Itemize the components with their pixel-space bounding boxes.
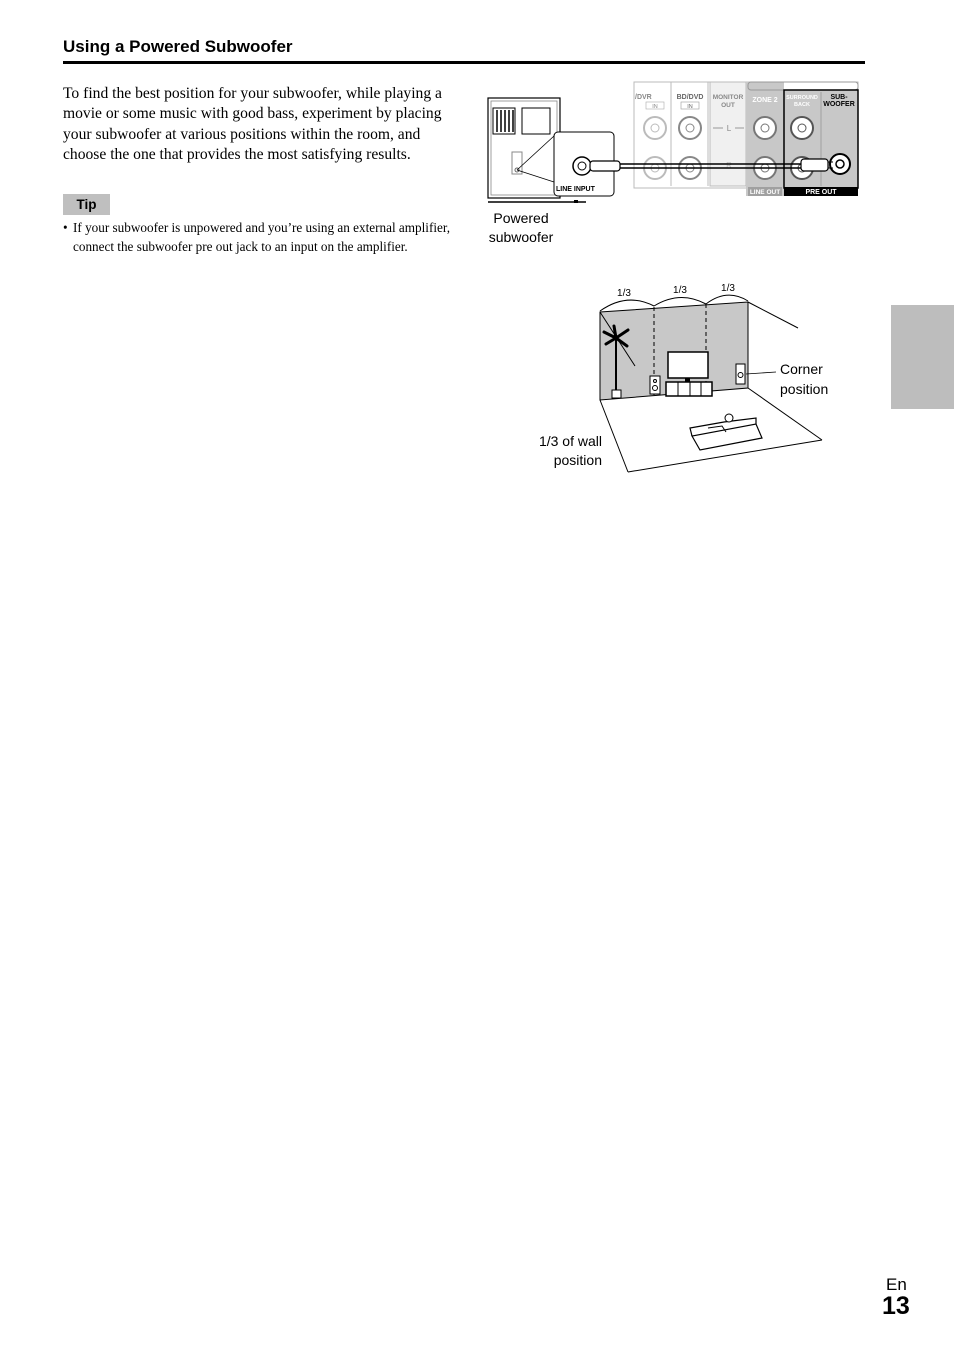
section-title: Using a Powered Subwoofer	[63, 37, 293, 56]
tv-illustration	[666, 352, 712, 396]
panel-label-line-out: LINE OUT	[749, 189, 781, 196]
panel-label-monitor: MONITOR	[712, 94, 744, 101]
panel-label-zone2: ZONE 2	[752, 97, 778, 104]
panel-label-surround-back: BACK	[794, 102, 810, 108]
rca-jack	[791, 117, 813, 139]
line-input-label: LINE INPUT	[556, 186, 595, 193]
tip-list	[63, 219, 458, 256]
rca-jack	[644, 117, 666, 139]
line-input-jack	[573, 157, 591, 175]
panel-label-in: IN	[652, 104, 658, 110]
rca-jack	[754, 117, 776, 139]
wall-position-label-line1: 1/3 of wall	[538, 433, 602, 449]
panel-label-sub: SUB-	[830, 94, 848, 101]
panel-label-woofer: WOOFER	[823, 101, 855, 108]
page-language: En	[886, 1275, 907, 1294]
rca-jack	[679, 117, 701, 139]
powered-subwoofer-illustration	[488, 98, 614, 203]
panel-label-right: R	[726, 161, 732, 170]
corner-speaker-illustration	[736, 364, 745, 384]
subwoofer-pre-out-jack	[830, 154, 850, 174]
fraction-label: 1/3	[617, 288, 631, 299]
corner-position-label-line2: position	[780, 381, 829, 397]
panel-label-surround: SURROUND	[786, 95, 818, 101]
tip-item: • If your subwoofer is unpowered and you’re using an external amplifier, connect the subwoofer pre out jack to an input on the amplifier.	[63, 219, 458, 256]
fraction-label: 1/3	[673, 285, 687, 296]
subwoofer-connection-diagram	[486, 80, 864, 250]
page-number: 13	[882, 1292, 910, 1320]
panel-label-tv-dvr: /DVR	[635, 94, 652, 101]
tip-label: Tip	[63, 194, 110, 215]
corner-position-label-line1: Corner	[780, 361, 823, 377]
sofa-illustration	[690, 414, 762, 450]
wall-position-label-line2: position	[553, 452, 602, 468]
panel-label-left: L	[726, 124, 732, 133]
fraction-label: 1/3	[721, 283, 735, 294]
speaker-illustration	[650, 376, 660, 394]
title-rule	[63, 61, 865, 64]
subwoofer-label-line1: Powered	[493, 210, 549, 226]
body-paragraph: To find the best position for your subwoofer, while playing a movie or some music with good bass, experiment by placing your subwoofer at various positions within the room, and choose the one that provides the most satisfying results.	[63, 85, 442, 163]
receiver-rear-panel	[634, 82, 858, 196]
section-side-tab	[891, 305, 954, 409]
panel-label-monitor-out: OUT	[721, 102, 735, 109]
subwoofer-room-placement-diagram	[530, 280, 840, 480]
subwoofer-label-line2: subwoofer	[488, 229, 554, 245]
panel-label-in: IN	[687, 104, 693, 110]
panel-label-bd-dvd: BD/DVD	[676, 94, 704, 101]
panel-label-pre-out: PRE OUT	[805, 189, 837, 196]
